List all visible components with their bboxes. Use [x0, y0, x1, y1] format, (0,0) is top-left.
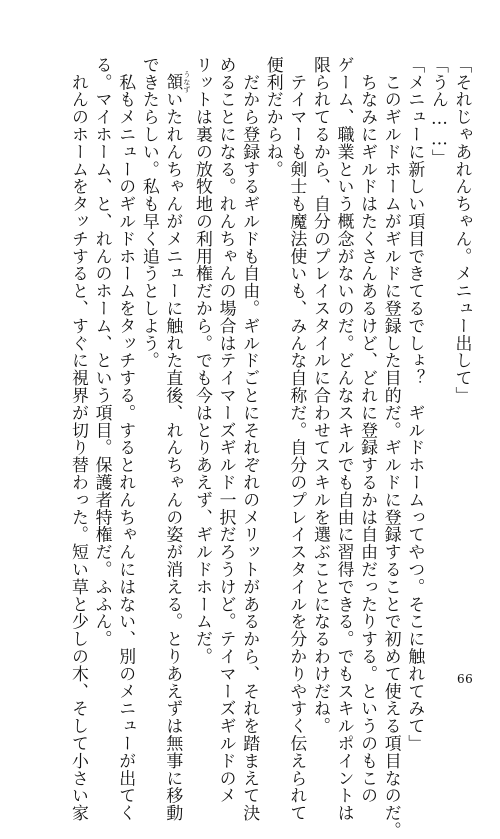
text-line: 便利だからね。: [264, 56, 285, 178]
text-line: 「それじゃあれんちゃん。メニュー出して」: [453, 56, 473, 404]
text-line-with-ruby: [161, 56, 191, 822]
text-line: できたらしい。私も早く追うとしよう。: [140, 56, 161, 370]
text-line: 私もメニューのギルドホームをタッチする。するとれんちゃんにはない、別のメニューが出てく: [116, 56, 137, 822]
text-line-rest: いたれんちゃんがメニューに触れた直後、れんちゃんの姿が消える。とりあえずは無事に移動: [163, 90, 184, 822]
ruby-annotation: [163, 70, 191, 94]
page-number: 66: [457, 672, 474, 686]
text-line: だから登録するギルドも自由。ギルドごとにそれぞれのメリットがあるから、それを踏まえて決: [240, 56, 261, 822]
text-line: る。マイホーム、と、れんのホーム、という項目。保護者特権だ。ふふん。: [93, 56, 114, 648]
text-line: 「メニューに新しい項目できてるでしょ？ ギルドホームってやつ。そこに触れてみて」: [405, 56, 426, 752]
text-line: リットは裏の放牧地の利用権だから。でも今はとりあえず、ギルドホームだ。: [193, 56, 214, 665]
text-line: めることになる。れんちゃんの場合はテイマーズギルド一択だろうけど。テイマーズギルドのメ: [217, 56, 238, 805]
ruby-reading: うなず: [182, 70, 191, 94]
text-line: れんのホームをタッチすると、すぐに視界が切り替わった。短い草と少しの木、そして小さい家: [69, 56, 90, 822]
text-line: 限られてるから、自分のプレイスタイルに合わせてスキルを選ぶことになるわけだね。: [311, 56, 332, 735]
ruby-base: 頷: [163, 70, 184, 94]
text-line: テイマーも剣士も魔法使いも、みんな自称だ。自分のプレイスタイルを分かりやすく伝えられて: [287, 56, 308, 822]
text-line: このギルドホームがギルドに登録した目的だ。ギルドに登録することで初めて使える項目なのだ。: [382, 56, 403, 839]
text-line: 「うん……」: [429, 56, 450, 167]
text-line: ゲーム、職業という概念がないのだ。どんなスキルでも自由に習得できる。でもスキルポイントは: [335, 56, 356, 822]
text-line: ちなみにギルドはたくさんあるけど、どれに登録するかは自由だったりする。というのもこの: [358, 56, 379, 805]
